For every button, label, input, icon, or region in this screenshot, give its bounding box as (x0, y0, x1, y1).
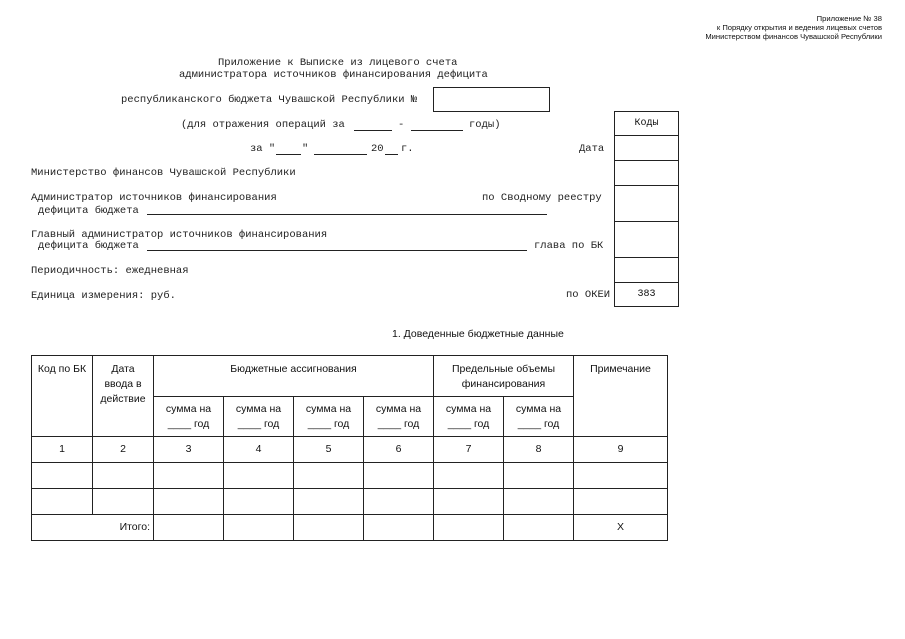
header-sum-year-6: сумма на ____ год (364, 397, 434, 437)
budget-data-table (31, 355, 668, 541)
header-sum-year-5: сумма на ____ год (294, 397, 364, 437)
period-end-blank[interactable] (411, 130, 463, 131)
code-svod-reestr-cell[interactable] (615, 186, 679, 222)
col-num-9: 9 (574, 437, 668, 463)
admin-label-1: Администратор источников финансирования (31, 192, 277, 204)
total-cell-7[interactable] (434, 515, 504, 541)
period-suffix: годы) (469, 119, 501, 131)
unit-label: Единица измерения: руб. (31, 290, 176, 302)
year-blank[interactable] (385, 154, 398, 155)
admin-label-2: дефицита бюджета (38, 205, 139, 217)
title-line-1: Приложение к Выписке из лицевого счета (218, 57, 458, 69)
col-num-3: 3 (154, 437, 224, 463)
title-line-3: республиканского бюджета Чувашской Республики № (121, 94, 418, 106)
table-cell[interactable] (504, 489, 574, 515)
col-num-8: 8 (504, 437, 574, 463)
ministry-label: Министерство финансов Чувашской Республики (31, 167, 296, 179)
period-dash: - (398, 119, 405, 131)
header-sum-year-4: сумма на ____ год (224, 397, 294, 437)
col-num-2: 2 (93, 437, 154, 463)
code-ministry-cell[interactable] (615, 161, 679, 186)
table-cell[interactable] (574, 489, 668, 515)
section-title: 1. Доведенные бюджетные данные (392, 328, 564, 340)
total-cell-5[interactable] (294, 515, 364, 541)
total-cell-6[interactable] (364, 515, 434, 541)
table-row (32, 489, 668, 515)
table-cell[interactable] (93, 463, 154, 489)
appendix-reference: к Порядку открытия и ведения лицевых счетов (716, 23, 882, 32)
codes-table (614, 111, 679, 307)
svod-reestr-label: по Сводному реестру (482, 192, 602, 204)
header-sum-year-8: сумма на ____ год (504, 397, 574, 437)
periodicity-label: Периодичность: ежедневная (31, 265, 189, 277)
col-num-4: 4 (224, 437, 294, 463)
column-number-row (32, 437, 668, 463)
main-admin-label-2: дефицита бюджета (38, 240, 139, 252)
glava-bk-label: глава по БК (534, 240, 604, 252)
table-cell[interactable] (224, 489, 294, 515)
appendix-number: Приложение № 38 (816, 14, 882, 23)
total-cell-3[interactable] (154, 515, 224, 541)
table-cell[interactable] (154, 463, 224, 489)
table-cell[interactable] (504, 463, 574, 489)
table-cell[interactable] (294, 463, 364, 489)
col-num-7: 7 (434, 437, 504, 463)
date-quote: " (302, 143, 309, 155)
table-cell[interactable] (434, 463, 504, 489)
code-date-cell[interactable] (615, 136, 679, 161)
table-cell[interactable] (93, 489, 154, 515)
title-line-2: администратора источников финансирования дефицита (179, 69, 488, 81)
total-note-x: Х (574, 515, 668, 541)
code-periodicity-cell[interactable] (615, 258, 679, 283)
col-num-1: 1 (32, 437, 93, 463)
account-number-field[interactable] (433, 87, 550, 112)
table-cell[interactable] (32, 489, 93, 515)
admin-name-blank[interactable] (147, 214, 547, 215)
main-admin-label-1: Главный администратор источников финансирования (31, 229, 328, 241)
total-cell-8[interactable] (504, 515, 574, 541)
col-num-6: 6 (364, 437, 434, 463)
total-label: Итого: (32, 515, 154, 541)
codes-header: Коды (615, 112, 679, 136)
total-row (32, 515, 668, 541)
header-note: Примечание (574, 356, 668, 437)
okei-label: по ОКЕИ (566, 289, 611, 301)
date-label: Дата (579, 143, 605, 155)
table-row (32, 463, 668, 489)
table-cell[interactable] (294, 489, 364, 515)
main-admin-name-blank[interactable] (147, 250, 527, 251)
table-cell[interactable] (32, 463, 93, 489)
appendix-ministry: Министерством финансов Чувашской Республики (705, 32, 882, 41)
table-cell[interactable] (434, 489, 504, 515)
period-start-blank[interactable] (354, 130, 392, 131)
total-cell-4[interactable] (224, 515, 294, 541)
col-num-5: 5 (294, 437, 364, 463)
date-za: за " (250, 143, 276, 155)
year-prefix: 20 (371, 143, 384, 155)
day-blank[interactable] (276, 154, 301, 155)
header-kod-bk: Код по БК (32, 356, 93, 437)
table-cell[interactable] (154, 489, 224, 515)
table-cell[interactable] (224, 463, 294, 489)
header-sum-year-3: сумма на ____ год (154, 397, 224, 437)
year-suffix: г. (401, 143, 414, 155)
month-blank[interactable] (314, 154, 367, 155)
header-sum-year-7: сумма на ____ год (434, 397, 504, 437)
table-cell[interactable] (574, 463, 668, 489)
code-glava-bk-cell[interactable] (615, 222, 679, 258)
code-okei-cell: 383 (615, 283, 679, 307)
table-cell[interactable] (364, 463, 434, 489)
period-prefix: (для отражения операций за (181, 119, 345, 131)
header-financing-limits: Предельные объемы финансирования (434, 356, 574, 397)
table-cell[interactable] (364, 489, 434, 515)
header-budget-assignments: Бюджетные ассигнования (154, 356, 434, 397)
header-date-input: Дата ввода в действие (93, 356, 154, 437)
